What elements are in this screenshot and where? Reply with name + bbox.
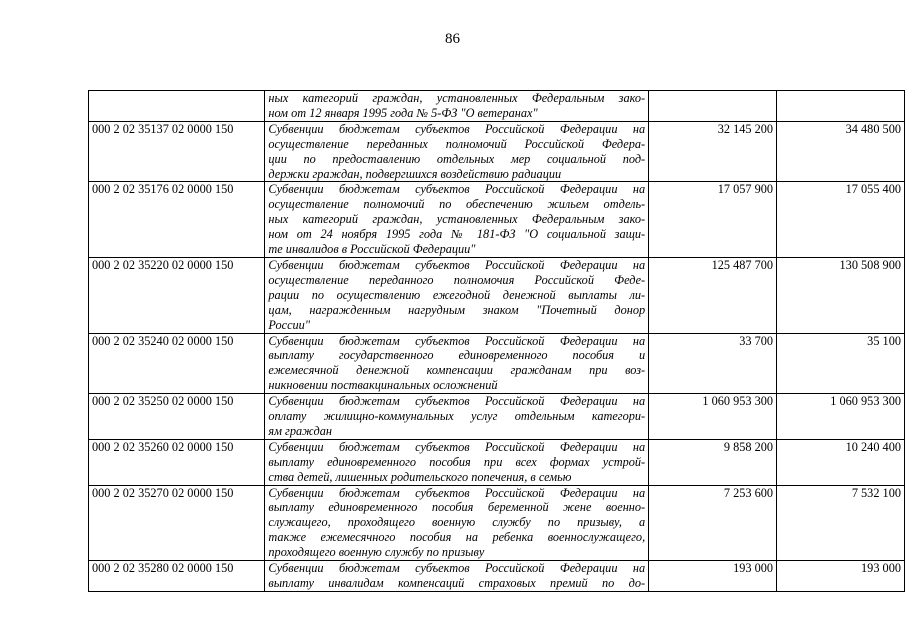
description-line: осуществление переданных полномочий Российской Федера- [268, 136, 646, 151]
budget-table [88, 90, 905, 592]
amount-cell: 130 508 900 [777, 257, 905, 333]
description-line: выплату единовременного пособия при всех формах устрой- [268, 454, 646, 469]
description-line: выплату государственного единовременного пособия и [268, 348, 646, 363]
table-row [89, 485, 905, 561]
description-line: проходящего военную службу по призыву [268, 545, 485, 560]
description-line: служащего, проходящего военную службу по призыву, а [268, 515, 646, 530]
amount-cell: 193 000 [777, 561, 905, 592]
amount-cell: 17 055 400 [777, 182, 905, 258]
table-row [89, 121, 905, 182]
budget-code-cell: 000 2 02 35270 02 0000 150 [89, 485, 265, 561]
description-line: Субвенции бюджетам субъектов Российской Федерации на [268, 439, 646, 454]
table-row [89, 182, 905, 258]
amount-cell: 125 487 700 [649, 257, 777, 333]
description-cell [265, 182, 649, 258]
description-line: Субвенции бюджетам субъектов Российской Федерации на [268, 561, 646, 576]
amount-cell: 1 060 953 300 [777, 394, 905, 440]
table-row [89, 91, 905, 122]
amount-cell: 17 057 900 [649, 182, 777, 258]
description-line: ства детей, лишенных родительского попечения, в семью [268, 469, 572, 484]
table-row [89, 394, 905, 440]
table-row [89, 439, 905, 485]
amount-cell: 9 858 200 [649, 439, 777, 485]
budget-code-cell: 000 2 02 35176 02 0000 150 [89, 182, 265, 258]
table-row [89, 333, 905, 394]
amount-cell [649, 91, 777, 122]
description-line: ных категорий граждан, установленных Федеральным зако- [268, 212, 646, 227]
description-line: осуществление переданного полномочия Российской Феде- [268, 272, 646, 287]
description-line: Субвенции бюджетам субъектов Российской Федерации на [268, 121, 646, 136]
amount-cell: 193 000 [649, 561, 777, 592]
table-row [89, 257, 905, 333]
description-line: Субвенции бюджетам субъектов Российской Федерации на [268, 333, 646, 348]
budget-code-cell [89, 91, 265, 122]
amount-cell: 10 240 400 [777, 439, 905, 485]
description-line: ном от 12 января 1995 года № 5-ФЗ "О ветеранах" [268, 105, 538, 120]
amount-cell: 33 700 [649, 333, 777, 394]
description-line: те инвалидов в Российской Федерации" [268, 242, 476, 257]
budget-code-cell: 000 2 02 35260 02 0000 150 [89, 439, 265, 485]
amount-cell [777, 91, 905, 122]
description-cell [265, 333, 649, 394]
description-line: осуществление полномочий по обеспечению жильем отдель- [268, 197, 646, 212]
description-line: Субвенции бюджетам субъектов Российской Федерации на [268, 257, 646, 272]
description-cell [265, 439, 649, 485]
description-line: ям граждан [268, 423, 333, 438]
description-line: Субвенции бюджетам субъектов Российской Федерации на [268, 394, 646, 409]
table-row [89, 561, 905, 592]
amount-cell: 35 100 [777, 333, 905, 394]
description-line: ном от 24 ноября 1995 года № 181-ФЗ "О социальной защи- [268, 227, 646, 242]
description-line: цам, награжденным нагрудным знаком "Почетный донор [268, 302, 646, 317]
budget-code-cell: 000 2 02 35280 02 0000 150 [89, 561, 265, 592]
description-line: рации по осуществлению ежегодной денежной выплаты ли- [268, 287, 646, 302]
description-line: выплату единовременного пособия беременной жене военно- [268, 500, 646, 515]
amount-cell: 7 532 100 [777, 485, 905, 561]
amount-cell: 1 060 953 300 [649, 394, 777, 440]
description-line: держки граждан, подвергшихся воздействию радиации [268, 166, 562, 181]
description-line: оплату жилищно-коммунальных услуг отдельным категори- [268, 409, 646, 424]
description-cell [265, 394, 649, 440]
page-number: 86 [445, 31, 460, 47]
description-line: также ежемесячного пособия на ребенка военнослужащего, [268, 530, 646, 545]
description-line: Субвенции бюджетам субъектов Российской Федерации на [268, 182, 646, 197]
description-cell [265, 561, 649, 592]
description-line: ции по предоставлению отдельных мер социальной под- [268, 151, 646, 166]
amount-cell: 34 480 500 [777, 121, 905, 182]
amount-cell: 32 145 200 [649, 121, 777, 182]
budget-code-cell: 000 2 02 35137 02 0000 150 [89, 121, 265, 182]
budget-code-cell: 000 2 02 35220 02 0000 150 [89, 257, 265, 333]
budget-code-cell: 000 2 02 35240 02 0000 150 [89, 333, 265, 394]
description-cell [265, 485, 649, 561]
description-cell [265, 121, 649, 182]
description-line: никновении поствакцинальных осложнений [268, 378, 498, 393]
description-line: ежемесячной денежной компенсации гражданам при воз- [268, 363, 646, 378]
description-line: выплату инвалидам компенсаций страховых премий по до- [268, 576, 646, 590]
description-line: ных категорий граждан, установленных Федеральным зако- [268, 91, 646, 105]
description-cell [265, 91, 649, 122]
description-line: Субвенции бюджетам субъектов Российской Федерации на [268, 485, 646, 500]
budget-code-cell: 000 2 02 35250 02 0000 150 [89, 394, 265, 440]
description-cell [265, 257, 649, 333]
description-line: России" [268, 317, 310, 332]
amount-cell: 7 253 600 [649, 485, 777, 561]
